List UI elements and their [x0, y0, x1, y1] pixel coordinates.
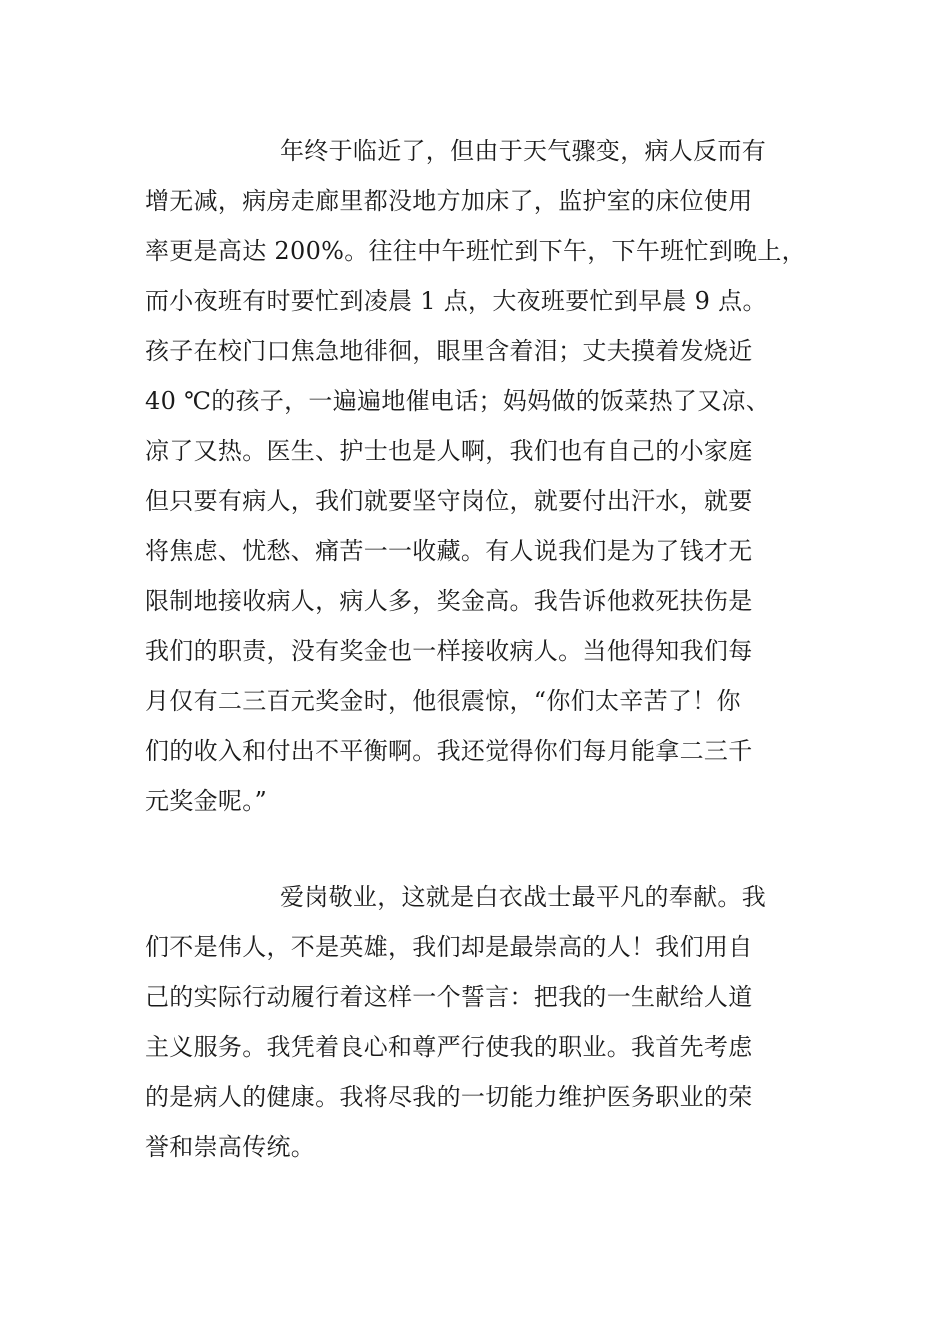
paragraph-1-line: 们的收入和付出不平衡啊。我还觉得你们每月能拿二三千 — [145, 737, 753, 765]
paragraph-1-line: 孩子在校门口焦急地徘徊，眼里含着泪；丈夫摸着发烧近 — [145, 337, 753, 365]
paragraph-1-line: 月仅有二三百元奖金时，他很震惊，“你们太辛苦了！你 — [145, 687, 741, 715]
paragraph-1-line: 率更是高达 200%。往往中午班忙到下午，下午班忙到晚上， — [145, 237, 806, 265]
paragraph-1-line: 元奖金呢。” — [145, 787, 268, 815]
paragraph-1-line: 将焦虑、忧愁、痛苦一一收藏。有人说我们是为了钱才无 — [145, 537, 753, 565]
paragraph-2-line: 的是病人的健康。我将尽我的一切能力维护医务职业的荣 — [145, 1083, 753, 1111]
paragraph-1-line: 凉了又热。医生、护士也是人啊，我们也有自己的小家庭 — [145, 437, 753, 465]
paragraph-1-line: 增无减，病房走廊里都没地方加床了，监护室的床位使用 — [145, 187, 753, 215]
paragraph-1-line: 我们的职责，没有奖金也一样接收病人。当他得知我们每 — [145, 637, 753, 665]
paragraph-1-line: 但只要有病人，我们就要坚守岗位，就要付出汗水，就要 — [145, 487, 753, 515]
paragraph-2-line: 们不是伟人，不是英雄，我们却是最崇高的人！我们用自 — [145, 933, 753, 961]
paragraph-2-line: 主义服务。我凭着良心和尊严行使我的职业。我首先考虑 — [145, 1033, 753, 1061]
paragraph-1-line: 年终于临近了，但由于天气骤变，病人反而有 — [280, 137, 766, 165]
paragraph-2-line: 己的实际行动履行着这样一个誓言：把我的一生献给人道 — [145, 983, 753, 1011]
paragraph-2-line: 爱岗敬业，这就是白衣战士最平凡的奉献。我 — [280, 883, 766, 911]
paragraph-1-line: 限制地接收病人，病人多，奖金高。我告诉他救死扶伤是 — [145, 587, 753, 615]
paragraph-2-line: 誉和崇高传统。 — [145, 1133, 316, 1161]
paragraph-1-line: 40 ℃的孩子，一遍遍地催电话；妈妈做的饭菜热了又凉、 — [145, 387, 771, 415]
paragraph-1-line: 而小夜班有时要忙到凌晨 1 点，大夜班要忙到早晨 9 点。 — [145, 287, 767, 315]
